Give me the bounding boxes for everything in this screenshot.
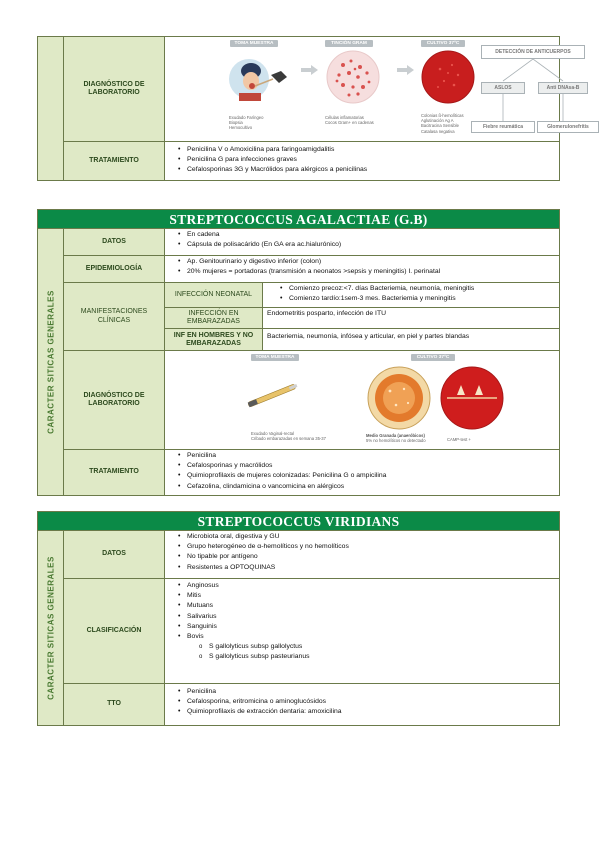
row-content — [165, 229, 559, 255]
section-streptococcus-agalactiae — [37, 209, 560, 496]
caption-camp: CAMP-test + — [447, 437, 471, 442]
aslos-box: ASLOS — [481, 82, 525, 94]
bullet-item: • Sanguinis — [187, 622, 555, 632]
swab-holder — [271, 71, 287, 83]
section-streptococcus-viridians — [37, 511, 560, 726]
bullet-item: • Quimioprofilaxis de extracción dentaria: amoxicilina — [187, 707, 555, 717]
bullet-item: • Bovis — [187, 632, 555, 642]
sub-label: INF EN HOMBRES Y NO EMBARAZADAS — [165, 329, 263, 350]
row-tratamiento — [64, 142, 559, 180]
bullet-item: • Grupo heterogéneo de α-hemolíticos y no hemolíticos — [187, 542, 555, 552]
row-content — [165, 256, 559, 282]
sub-row-hombres — [165, 329, 559, 350]
row-tratamiento — [64, 450, 559, 495]
row-label: DIAGNÓSTICO DE LABORATORIO — [64, 37, 165, 141]
glomerulonefritis-box: Glomerulonefritis — [537, 121, 599, 133]
bullet-item: • Cefalosporinas 3G y Macrólidos para alérgicos a penicilinas — [187, 165, 555, 175]
sub-content: Endometritis posparto, infección de ITU — [267, 310, 387, 317]
sub-label: INFECCIÓN EN EMBARAZADAS — [165, 308, 263, 328]
row-datos — [64, 531, 559, 579]
bullet-item: • Penicilina — [187, 687, 555, 697]
toma-muestra-pill: TOMA MUESTRA — [230, 40, 278, 47]
caption-line: Medio Granada (anaeróbicos) — [366, 433, 425, 438]
caption-cultivo — [421, 113, 464, 134]
bullet-item: • Cefalosporina, eritromicina o aminoglucósidos — [187, 697, 555, 707]
row-datos — [64, 229, 559, 256]
side-label-cell — [38, 37, 64, 180]
caption-line: Catalasa negativa — [421, 128, 455, 134]
patient-mouth — [249, 83, 255, 89]
patient-shirt — [239, 93, 261, 101]
row-content — [165, 579, 559, 683]
section-title: STREPTOCOCCUS VIRIDIANS — [38, 512, 559, 531]
side-label: CARACTER SITICAS GENERALES — [46, 290, 55, 434]
bullet-item: • Cápsula de polisacárido (En GA era ac.hialurónico) — [187, 240, 555, 250]
caption-line: 5% no hemolíticos no detectado — [366, 438, 426, 444]
fiebre-reumatica-box: Fiebre reumática — [471, 121, 535, 133]
row-label: EPIDEMIOLOGÍA — [64, 256, 165, 282]
sub-bullet-item: o S gallolyticus subsp pasteurianus — [209, 652, 555, 662]
caption-line: Aglutinación Ag A — [421, 118, 454, 124]
cultivo-pill: CULTIVO 37ºC — [421, 40, 465, 47]
side-label-cell — [38, 229, 64, 495]
vaginal-swab-illustration — [241, 381, 303, 411]
row-label: TRATAMIENTO — [64, 450, 165, 495]
tincion-gram-pill: TINCIÓN GRAM — [325, 40, 373, 47]
row-content — [165, 684, 559, 725]
caption-line: Hemocultivo — [229, 125, 253, 131]
cultivo-pill: CULTIVO 37ºC — [411, 354, 455, 361]
row-diagnostico — [64, 351, 559, 450]
bullet-item: • Comienzo tardío:1sem-3 mes. Bacteriemia y meningitis — [289, 294, 555, 304]
sub-bullet-item: o S gallolyticus subsp gallolyctus — [209, 642, 555, 652]
camp-test-plate — [439, 365, 505, 431]
caption-tincion — [325, 115, 374, 125]
deteccion-anticuerpos-box: DETECCIÓN DE ANTICUERPOS — [481, 45, 585, 59]
gram-stain-plate — [325, 49, 381, 105]
manifestaciones-table — [165, 283, 559, 350]
caption-line: Exudado Faríngeo — [229, 115, 264, 120]
bullet-item: • Quimioprofilaxis de mujeres colonizadas: Penicilina G o ampicilina — [187, 471, 555, 481]
caption-line: Bacitracina Sensible — [421, 123, 459, 129]
arrow-2-icon — [397, 65, 415, 75]
granada-medium-plate — [366, 365, 432, 431]
row-diagnostico — [64, 37, 589, 142]
caption-line: Exudado Vaginal-rectal — [251, 431, 294, 436]
bullet-item: • En cadena — [187, 230, 555, 240]
row-clasificacion — [64, 579, 559, 684]
bullet-item: • Resistentes a OPTOQUINAS — [187, 563, 555, 573]
row-label: DATOS — [64, 229, 165, 255]
section-title: STREPTOCOCCUS AGALACTIAE (G.B) — [38, 210, 559, 229]
sub-label: INFECCIÓN NEONATAL — [165, 283, 263, 307]
arrow-1-icon — [301, 65, 319, 75]
side-label: CARACTER SITICAS GENERALES — [46, 556, 55, 700]
sub-row-neonatal — [165, 283, 559, 308]
bullet-item: • Comienzo precoz:<7. días Bacteriemia, neumonía, meningitis — [289, 284, 555, 294]
section-streptococcus-pyogenes-continuation — [37, 36, 589, 181]
caption-line: Células inflamatorias — [325, 115, 364, 120]
bullet-item: • No tipable por antígeno — [187, 552, 555, 562]
bullet-item: • Penicilina V o Amoxicilina para faringoamigdalitis — [187, 145, 555, 155]
row-label: MANIFESTACIONES CLÍNICAS — [64, 283, 165, 350]
bullet-item: • Penicilina — [187, 451, 555, 461]
sub-row-embarazadas — [165, 308, 559, 329]
row-label: DIAGNÓSTICO DE LABORATORIO — [64, 351, 165, 449]
caption-toma-muestra — [229, 115, 263, 131]
row-label: TTO — [64, 684, 165, 725]
row-label: DATOS — [64, 531, 165, 578]
bullet-item: • Penicilina G para infecciones graves — [187, 155, 555, 165]
bullet-item: • Mutuans — [187, 601, 555, 611]
caption-line: Cribado embarazadas en semana 35-37 — [251, 436, 326, 442]
bullet-item: • Cefalosporinas y macrólidos — [187, 461, 555, 471]
culture-plate-red — [420, 49, 476, 105]
bullet-item: • Salivarius — [187, 612, 555, 622]
anti-dnasa-box: Anti DNAsa-B — [538, 82, 588, 94]
row-content — [165, 450, 559, 495]
row-content — [165, 142, 559, 180]
side-label-cell — [38, 531, 64, 725]
toma-muestra-pill: TOMA MUESTRA — [251, 354, 299, 361]
diagnostic-figure — [165, 37, 589, 141]
row-manifestaciones — [64, 283, 559, 351]
caption-line: Cocos Gram+ en cadenas — [325, 120, 374, 126]
bullet-item: • Cefazolina, clindamicina o vancomicina en alérgicos — [187, 482, 555, 492]
sub-content — [263, 283, 559, 307]
sub-content: Bacteriemia, neumonía, infósea y articular, en piel y partes blandas — [267, 333, 470, 340]
diagnostic-figure — [165, 351, 559, 449]
caption-toma-muestra — [251, 431, 326, 441]
row-label: TRATAMIENTO — [64, 142, 165, 180]
row-epidemiologia — [64, 256, 559, 283]
orange-growth-inner — [383, 382, 415, 414]
caption-line: Colonias ß-hemolíticas — [421, 113, 464, 118]
bullet-item: • Microbiota oral, digestiva y GU — [187, 532, 555, 542]
bullet-item: • 20% mujeres = portadoras (transmisión a neonatos >sepsis y meningitis) I. perinatal — [187, 267, 555, 277]
bullet-item: • Mitis — [187, 591, 555, 601]
bullet-item: • Anginosus — [187, 581, 555, 591]
caption-medio-granada — [366, 433, 426, 443]
row-tto — [64, 684, 559, 725]
throat-swab-illustration — [227, 49, 317, 104]
caption-line: Biopsia — [229, 120, 243, 126]
row-label: CLASIFICACIÓN — [64, 579, 165, 683]
row-content — [165, 531, 559, 578]
bullet-item: • Ap. Genitourinario y digestivo inferior (colon) — [187, 257, 555, 267]
